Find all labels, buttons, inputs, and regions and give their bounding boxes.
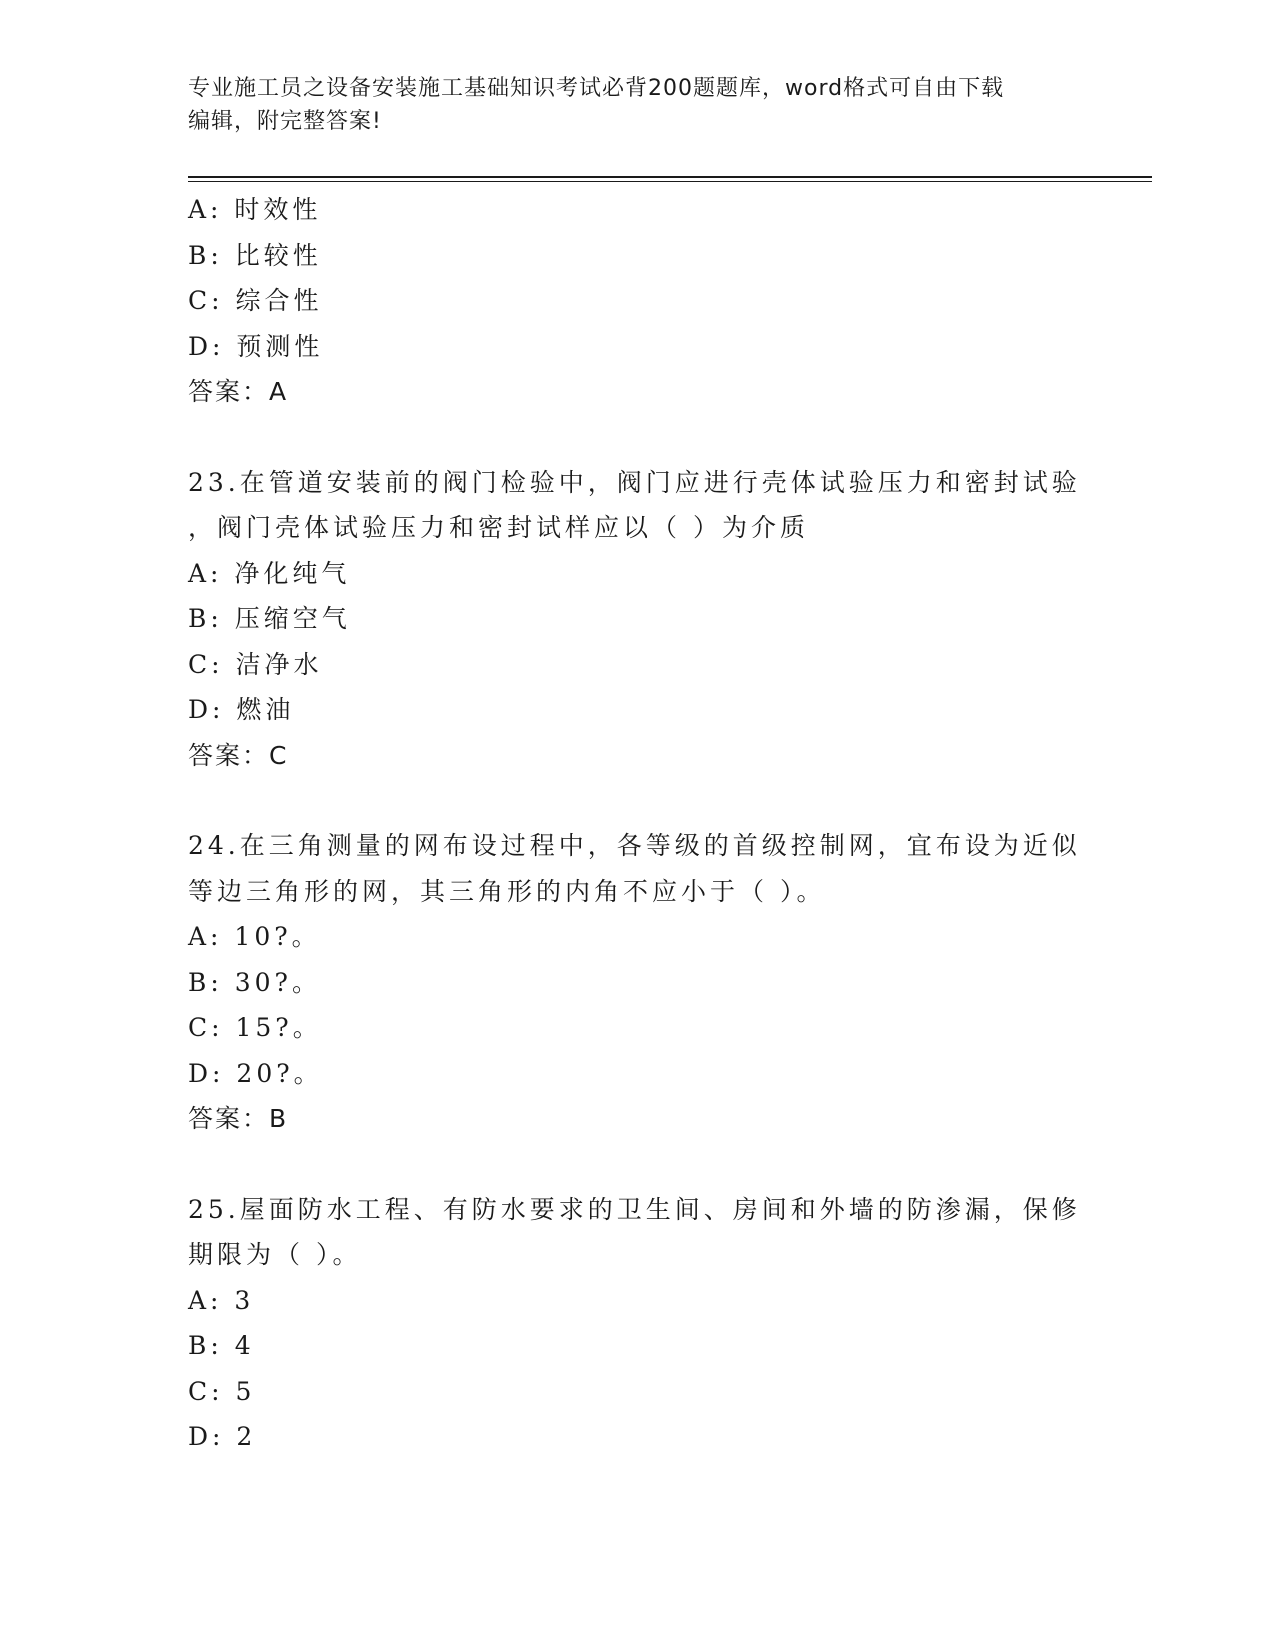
option-b: B: 比较性 (188, 240, 322, 270)
option-a: A: 时效性 (188, 195, 322, 224)
option-c: C: 5 (188, 1376, 256, 1406)
question-22-continued (188, 187, 1088, 415)
option-b: B: 30?。 (188, 967, 321, 997)
option-b: B: 4 (188, 1331, 255, 1360)
option-c: C: 综合性 (188, 286, 323, 315)
header-rule-thick (188, 176, 1152, 178)
question-24 (188, 823, 1088, 1142)
header-title-line-2: 编辑，附完整答案! (188, 109, 382, 134)
option-a: A: 10?。 (188, 922, 321, 951)
question-25 (188, 1187, 1088, 1460)
answer-line: 答案：C (188, 740, 289, 770)
header-title-line-1: 专业施工员之设备安装施工基础知识考试必背200题题库，word格式可自由下载 (188, 76, 1005, 101)
question-23 (188, 460, 1088, 779)
option-c: C: 15?。 (188, 1013, 322, 1042)
option-d: D: 20?。 (188, 1058, 323, 1088)
question-text-line: 期限为（ ）。 (188, 1240, 362, 1269)
answer-line: 答案：A (188, 377, 289, 406)
question-text-line: 24.在三角测量的网布设过程中，各等级的首级控制网，宜布设为近似 (188, 831, 1081, 860)
question-text-line: 23.在管道安装前的阀门检验中，阀门应进行壳体试验压力和密封试验 (188, 467, 1081, 497)
document-body (188, 187, 1088, 1460)
option-d: D: 2 (188, 1422, 257, 1451)
question-text-line: 等边三角形的网，其三角形的内角不应小于（ ）。 (188, 876, 826, 906)
option-c: C: 洁净水 (188, 649, 323, 679)
header-rule-thin (188, 181, 1152, 182)
option-d: D: 燃油 (188, 695, 295, 724)
option-a: A: 净化纯气 (188, 558, 351, 588)
answer-line: 答案：B (188, 1104, 289, 1133)
question-text-line: ，阀门壳体试验压力和密封试样应以（ ）为介质 (188, 513, 809, 542)
page-header (188, 72, 1088, 138)
option-b: B: 压缩空气 (188, 604, 351, 633)
option-a: A: 3 (188, 1285, 255, 1315)
option-d: D: 预测性 (188, 331, 324, 361)
question-text-line: 25.屋面防水工程、有防水要求的卫生间、房间和外墙的防渗漏，保修 (188, 1194, 1081, 1224)
